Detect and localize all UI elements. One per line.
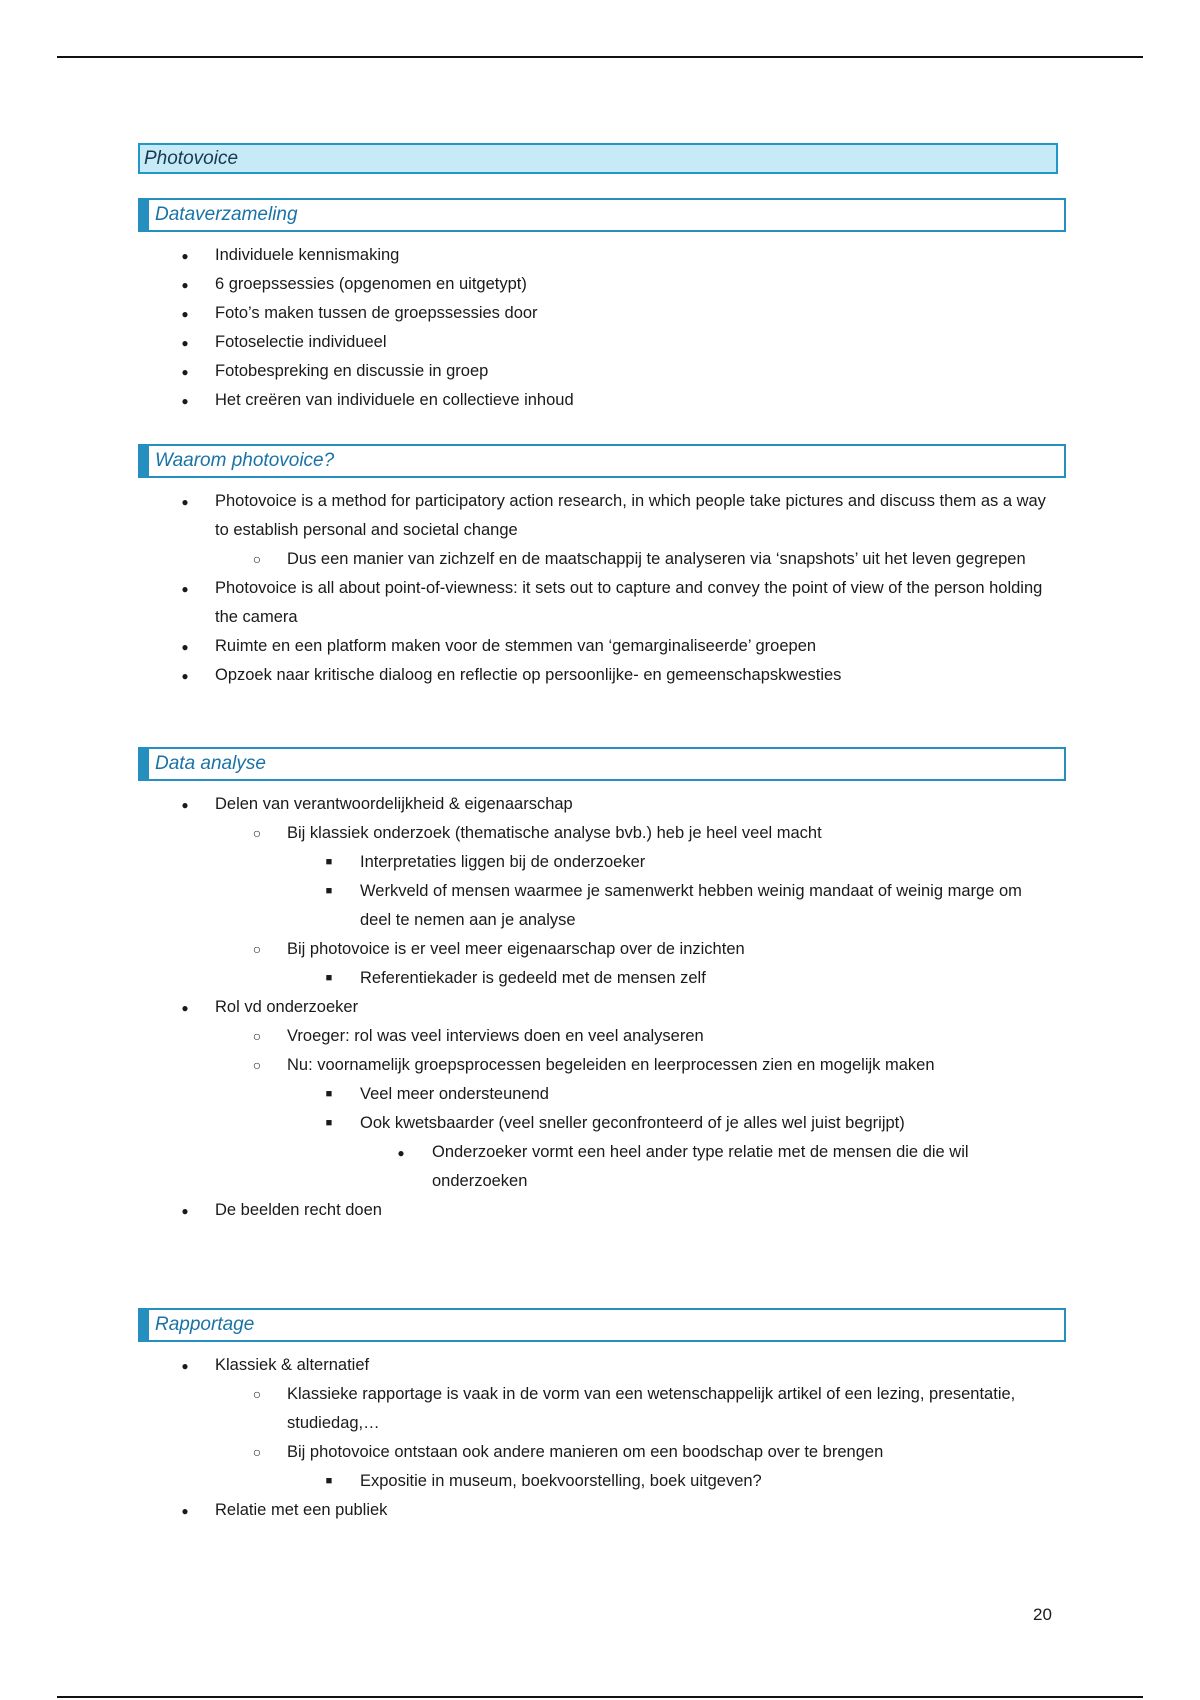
list-item: ■ Interpretaties liggen bij de onderzoeker	[138, 848, 1066, 877]
section-heading: Data analyse	[138, 747, 1066, 781]
page-number: 20	[1033, 1605, 1052, 1624]
square-bullet-icon: ■	[325, 972, 333, 984]
bullet-icon: ●	[181, 249, 189, 263]
list-item: ■ Ook kwetsbaarder (veel sneller geconfronteerd of je alles wel juist begrijpt)	[138, 1109, 1066, 1138]
section-data-analyse	[138, 747, 1066, 1225]
list-item: ○ Vroeger: rol was veel interviews doen en veel analyseren	[138, 1022, 1066, 1051]
section-heading: Dataverzameling	[138, 198, 1066, 232]
section-rapportage	[138, 1308, 1066, 1525]
section-heading: Rapportage	[138, 1308, 1066, 1342]
list-item: ● Onderzoeker vormt een heel ander type relatie met de mensen die die wil onderzoeken	[138, 1138, 1066, 1196]
bullet-icon: ●	[181, 336, 189, 350]
bullet-list	[138, 790, 1066, 1225]
bullet-icon: ●	[181, 1204, 189, 1218]
circle-bullet-icon: ○	[252, 1028, 262, 1044]
list-item: ● Foto’s maken tussen de groepssessies door	[138, 299, 1066, 328]
section-waarom-photovoice	[138, 444, 1066, 690]
list-item: ○ Bij photovoice ontstaan ook andere manieren om een boodschap over te brengen	[138, 1438, 1066, 1467]
bullet-list	[138, 241, 1066, 415]
bullet-icon: ●	[181, 278, 189, 292]
bullet-icon: ●	[181, 394, 189, 408]
bullet-icon: ●	[181, 1504, 189, 1518]
square-bullet-icon: ■	[325, 856, 333, 868]
list-item: ■ Referentiekader is gedeeld met de mensen zelf	[138, 964, 1066, 993]
list-item: ● 6 groepssessies (opgenomen en uitgetypt)	[138, 270, 1066, 299]
list-item: ● Het creëren van individuele en collectieve inhoud	[138, 386, 1066, 415]
bullet-icon: ●	[181, 1001, 189, 1015]
bullet-icon: ●	[181, 669, 189, 683]
bullet-list	[138, 1351, 1066, 1525]
square-bullet-icon: ■	[325, 1088, 333, 1100]
page-title: Photovoice	[144, 147, 239, 169]
bullet-icon: ●	[181, 1359, 189, 1373]
list-item: ● Relatie met een publiek	[138, 1496, 1066, 1525]
circle-bullet-icon: ○	[252, 1444, 262, 1460]
bullet-icon: ●	[181, 798, 189, 812]
list-item: ● Fotobespreking en discussie in groep	[138, 357, 1066, 386]
header-rule	[57, 56, 1143, 58]
circle-bullet-icon: ○	[252, 1057, 262, 1073]
list-item: ● De beelden recht doen	[138, 1196, 1066, 1225]
list-item: ○ Dus een manier van zichzelf en de maatschappij te analyseren via ‘snapshots’ uit het leven gegrepen	[138, 545, 1066, 574]
section-heading: Waarom photovoice?	[138, 444, 1066, 478]
bullet-icon: ●	[397, 1146, 405, 1160]
list-item: ● Delen van verantwoordelijkheid & eigenaarschap	[138, 790, 1066, 819]
list-item: ○ Bij klassiek onderzoek (thematische analyse bvb.) heb je heel veel macht	[138, 819, 1066, 848]
list-item: ■ Veel meer ondersteunend	[138, 1080, 1066, 1109]
page-title-box	[138, 143, 1058, 174]
square-bullet-icon: ■	[325, 885, 333, 897]
list-item: ● Photovoice is all about point-of-viewness: it sets out to capture and convey the point of view of the person holding the camera	[138, 574, 1066, 632]
list-item: ● Ruimte en een platform maken voor de stemmen van ‘gemarginaliseerde’ groepen	[138, 632, 1066, 661]
bullet-list	[138, 487, 1066, 690]
list-item: ○ Bij photovoice is er veel meer eigenaarschap over de inzichten	[138, 935, 1066, 964]
list-item: ● Opzoek naar kritische dialoog en reflectie op persoonlijke- en gemeenschapskwesties	[138, 661, 1066, 690]
list-item: ■ Expositie in museum, boekvoorstelling, boek uitgeven?	[138, 1467, 1066, 1496]
footer-rule	[57, 1696, 1143, 1698]
list-item: ○ Klassieke rapportage is vaak in de vorm van een wetenschappelijk artikel of een lezing, presentatie, studiedag,…	[138, 1380, 1066, 1438]
list-item: ● Individuele kennismaking	[138, 241, 1066, 270]
list-item: ● Photovoice is a method for participatory action research, in which people take pictures and discuss them as a way to establish personal and societal change	[138, 487, 1066, 545]
circle-bullet-icon: ○	[252, 551, 262, 567]
list-item: ■ Werkveld of mensen waarmee je samenwerkt hebben weinig mandaat of weinig marge om deel te nemen aan je analyse	[138, 877, 1066, 935]
bullet-icon: ●	[181, 307, 189, 321]
bullet-icon: ●	[181, 640, 189, 654]
section-dataverzameling	[138, 198, 1066, 415]
square-bullet-icon: ■	[325, 1117, 333, 1129]
bullet-icon: ●	[181, 582, 189, 596]
square-bullet-icon: ■	[325, 1475, 333, 1487]
list-item: ○ Nu: voornamelijk groepsprocessen begeleiden en leerprocessen zien en mogelijk maken	[138, 1051, 1066, 1080]
circle-bullet-icon: ○	[252, 941, 262, 957]
list-item: ● Klassiek & alternatief	[138, 1351, 1066, 1380]
circle-bullet-icon: ○	[252, 825, 262, 841]
list-item: ● Fotoselectie individueel	[138, 328, 1066, 357]
bullet-icon: ●	[181, 365, 189, 379]
bullet-icon: ●	[181, 495, 189, 509]
list-item: ● Rol vd onderzoeker	[138, 993, 1066, 1022]
circle-bullet-icon: ○	[252, 1386, 262, 1402]
